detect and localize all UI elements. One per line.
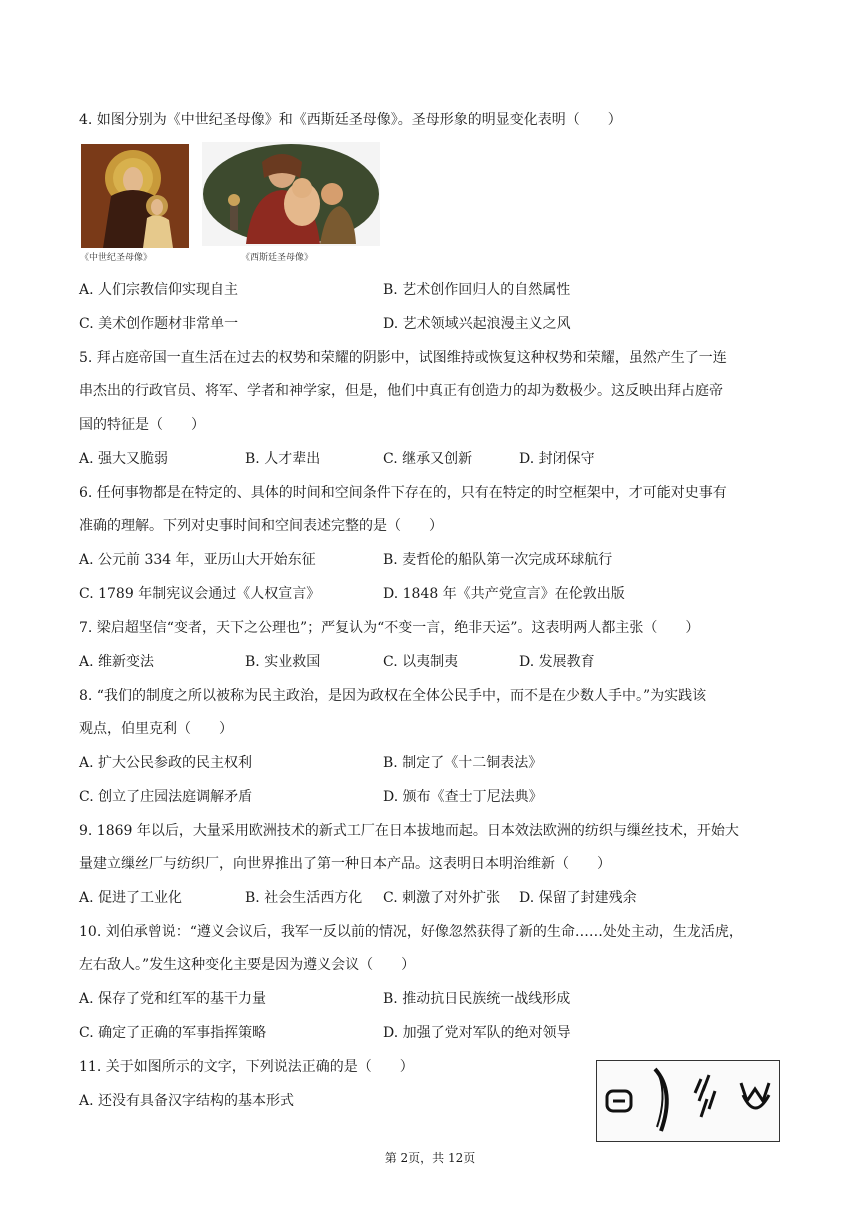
q4-option-b: B. 艺术创作回归人的自然属性 (383, 282, 571, 298)
q10-option-c: C. 确定了正确的军事指挥策略 (79, 1025, 267, 1041)
q9-option-c: C. 刺激了对外扩张 (383, 890, 501, 906)
q7-option-a: A. 维新变法 (79, 654, 155, 670)
q6-option-a: A. 公元前 334 年，亚历山大开始东征 (79, 552, 316, 568)
q7-option-b: B. 实业救国 (245, 654, 321, 670)
q10-option-b: B. 推动抗日民族统一战线形成 (383, 991, 571, 1007)
sistine-madonna-image (202, 142, 380, 246)
q8-option-c: C. 创立了庄园法庭调解矛盾 (79, 789, 253, 805)
q4-option-a: A. 人们宗教信仰实现自主 (79, 282, 239, 298)
q10-stem-line-2: 左右敌人。”发生这种变化主要是因为遵义会议（ ） (79, 957, 416, 973)
q6-stem-line-1: 6. 任何事物都是在特定的、具体的时间和空间条件下存在的，只有在特定的时空框架中，才可能对史事有 (79, 485, 727, 501)
q9-option-d: D. 保留了封建残余 (519, 890, 637, 906)
q5-stem-line-2: 串杰出的行政官员、将军、学者和神学家，但是，他们中真正有创造力的却为数极少。这反映出拜占庭帝 (79, 383, 723, 399)
q10-option-a: A. 保存了党和红军的基干力量 (79, 991, 267, 1007)
q5-option-c: C. 继承又创新 (383, 451, 473, 467)
q9-option-b: B. 社会生活西方化 (245, 890, 363, 906)
q4-option-c: C. 美术创作题材非常单一 (79, 316, 239, 332)
q9-option-a: A. 促进了工业化 (79, 890, 183, 906)
q7-option-d: D. 发展教育 (519, 654, 595, 670)
q10-stem-line-1: 10. 刘伯承曾说：“遵义会议后，我军一反以前的情况，好像忽然获得了新的生命……处处主动，生龙活虎， (79, 924, 743, 940)
q6-option-c: C. 1789 年制宪议会通过《人权宣言》 (79, 586, 321, 602)
q4-option-d: D. 艺术领域兴起浪漫主义之风 (383, 316, 571, 332)
oracle-bone-script-image (596, 1060, 780, 1142)
q6-option-d: D. 1848 年《共产党宣言》在伦敦出版 (383, 586, 625, 602)
q11-stem: 11. 关于如图所示的文字，下列说法正确的是（ ） (79, 1059, 414, 1075)
q8-option-d: D. 颁布《查士丁尼法典》 (383, 789, 543, 805)
q7-option-c: C. 以夷制夷 (383, 654, 459, 670)
q8-option-b: B. 制定了《十二铜表法》 (383, 755, 543, 771)
q5-option-d: D. 封闭保守 (519, 451, 595, 467)
q6-stem-line-2: 准确的理解。下列对史事时间和空间表述完整的是（ ） (79, 518, 443, 534)
q10-option-d: D. 加强了党对军队的绝对领导 (383, 1025, 571, 1041)
q5-stem-line-3: 国的特征是（ ） (79, 417, 205, 433)
q9-stem-line-1: 9. 1869 年以后，大量采用欧洲技术的新式工厂在日本拔地而起。日本效法欧洲的纺织与缫丝技术，开始大 (79, 823, 739, 839)
medieval-madonna-caption: 《中世纪圣母像》 (80, 253, 153, 263)
page-footer: 第 2页，共 12页 (384, 1151, 476, 1165)
q5-option-b: B. 人才辈出 (245, 451, 321, 467)
q6-option-b: B. 麦哲伦的船队第一次完成环球航行 (383, 552, 613, 568)
q8-option-a: A. 扩大公民参政的民主权利 (79, 755, 253, 771)
q8-stem-line-1: 8. “我们的制度之所以被称为民主政治，是因为政权在全体公民手中，而不是在少数人手中。”为实践该 (79, 688, 707, 704)
medieval-madonna-image (81, 144, 189, 248)
q5-stem-line-1: 5. 拜占庭帝国一直生活在过去的权势和荣耀的阴影中，试图维持或恢复这种权势和荣耀，虽然产生了一连 (79, 350, 727, 366)
q8-stem-line-2: 观点，伯里克利（ ） (79, 721, 233, 737)
q5-option-a: A. 强大又脆弱 (79, 451, 169, 467)
q11-option-a: A. 还没有具备汉字结构的基本形式 (79, 1093, 295, 1109)
q9-stem-line-2: 量建立缫丝厂与纺织厂，向世界推出了第一种日本产品。这表明日本明治维新（ ） (79, 856, 611, 872)
sistine-madonna-caption: 《西斯廷圣母像》 (241, 253, 314, 263)
q7-stem: 7. 梁启超坚信“变者，天下之公理也”；严复认为“不变一言，绝非天运”。这表明两人都主张（ ） (79, 620, 700, 636)
q4-stem: 4. 如图分别为《中世纪圣母像》和《西斯廷圣母像》。圣母形象的明显变化表明（ ） (79, 112, 622, 128)
